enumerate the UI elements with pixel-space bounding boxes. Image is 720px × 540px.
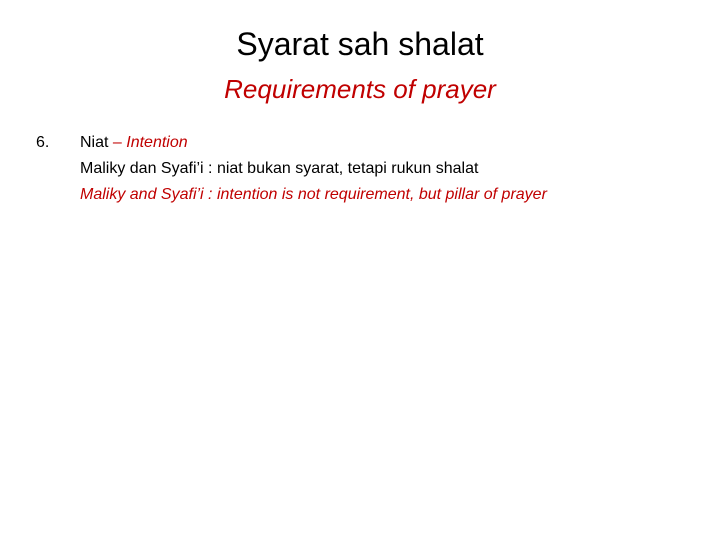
list-item-text: Maliky dan Syafi’i : niat bukan syarat, tetapi rukun shalat [80,160,479,177]
list-item-heading-line [80,130,696,156]
slide-subtitle: Requirements of prayer [224,74,496,104]
list-item-number: 6. [36,134,50,151]
list-item-text-translation: Maliky and Syafi’i : intention is not requirement, but pillar of prayer [80,186,547,203]
heading-separator: – [108,134,127,151]
list-item-body [80,130,696,208]
numbered-list [36,130,696,208]
slide-title: Syarat sah shalat [236,26,484,62]
list-item-heading-translation: Intention [126,134,188,151]
list-item-heading: Niat [80,134,109,151]
list-item [36,130,696,208]
